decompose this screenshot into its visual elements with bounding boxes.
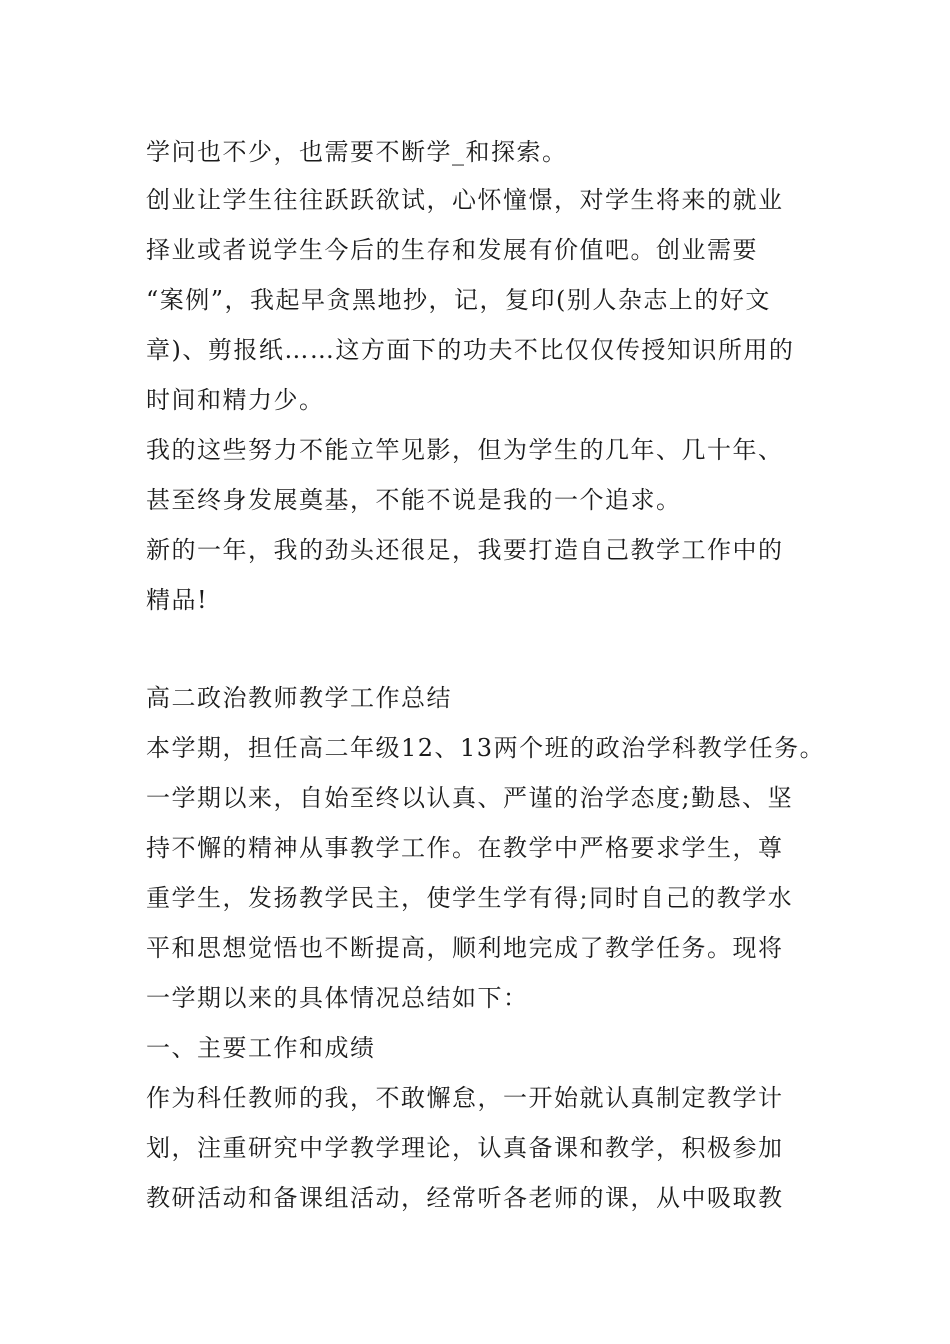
text-line: 时间和精力少。 <box>146 386 325 414</box>
section-title: 高二政治教师教学工作总结 <box>146 684 452 712</box>
text-line: 一学期以来，自始至终以认真、严谨的治学态度;勤恳、坚 <box>146 784 794 812</box>
text-line: 持不懈的精神从事教学工作。在教学中严格要求学生，尊 <box>146 834 784 862</box>
text-line: 精品! <box>146 586 209 614</box>
subsection-heading: 一、主要工作和成绩 <box>146 1034 376 1062</box>
text-line: 教研活动和备课组活动，经常听各老师的课，从中吸取教 <box>146 1184 784 1212</box>
text-line: 重学生，发扬教学民主，使学生学有得;同时自己的教学水 <box>146 884 794 912</box>
text-line: 划，注重研究中学教学理论，认真备课和教学，积极参加 <box>146 1134 784 1162</box>
text-line: 甚至终身发展奠基，不能不说是我的一个追求。 <box>146 486 682 514</box>
text-line: 学问也不少，也需要不断学_和探索。 <box>146 138 568 166</box>
text-line: 本学期，担任高二年级12、13两个班的政治学科教学任务。 <box>146 734 826 762</box>
text-line: 新的一年，我的劲头还很足，我要打造自己教学工作中的 <box>146 536 784 564</box>
text-line: 章)、剪报纸……这方面下的功夫不比仅仅传授知识所用的 <box>146 336 795 364</box>
text-line: 作为科任教师的我，不敢懈怠，一开始就认真制定教学计 <box>146 1084 784 1112</box>
text-line: 择业或者说学生今后的生存和发展有价值吧。创业需要 <box>146 236 758 264</box>
text-line: “案例”，我起早贪黑地抄，记，复印(别人杂志上的好文 <box>146 286 771 314</box>
text-line: 平和思想觉悟也不断提高，顺利地完成了教学任务。现将 <box>146 934 784 962</box>
text-line: 我的这些努力不能立竿见影，但为学生的几年、几十年、 <box>146 436 784 464</box>
text-line: 一学期以来的具体情况总结如下： <box>146 984 529 1012</box>
text-line: 创业让学生往往跃跃欲试，心怀憧憬，对学生将来的就业 <box>146 186 784 214</box>
